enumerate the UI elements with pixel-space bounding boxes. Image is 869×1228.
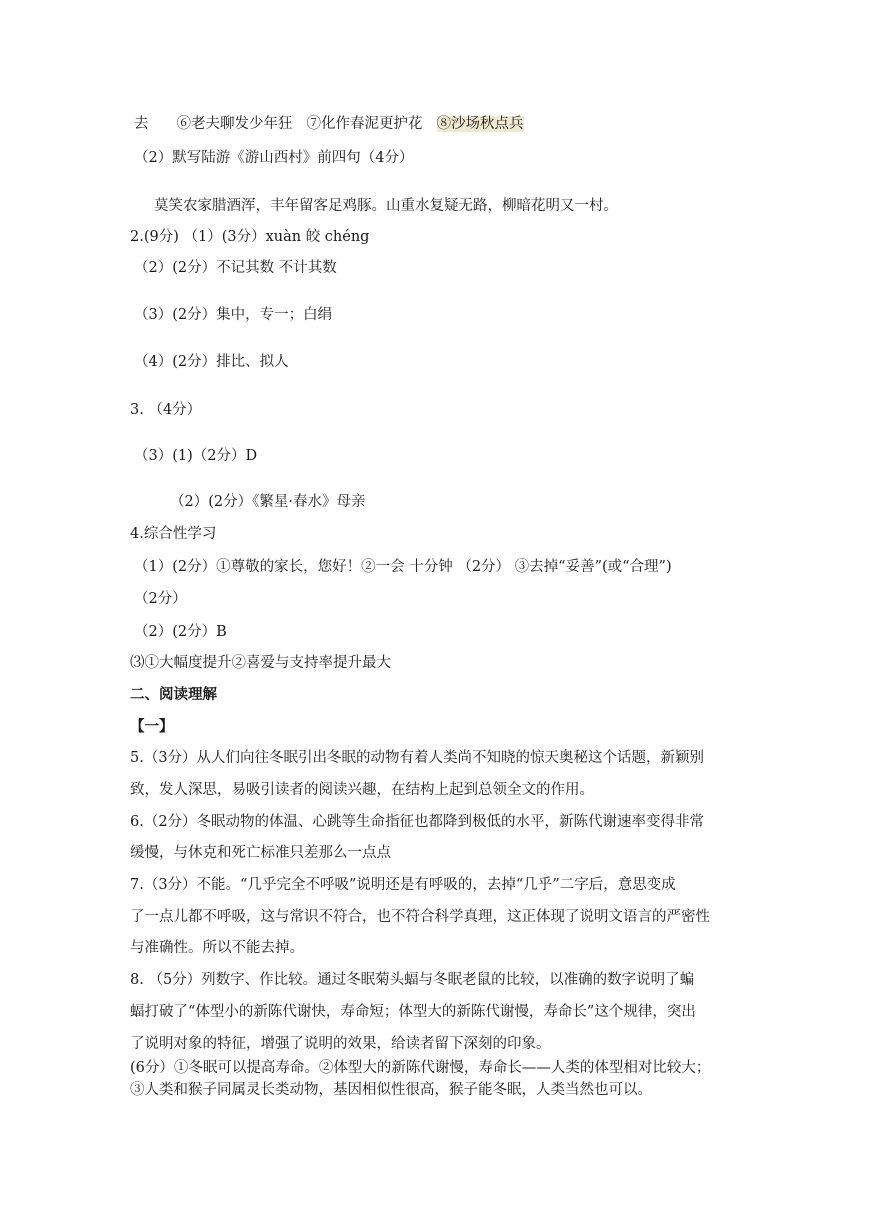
- answer-line: 蝠打破了“体型小的新陈代谢快，寿命短；体型大的新陈代谢慢，寿命长”这个规律，突出: [130, 1004, 696, 1020]
- answer-line: 与准确性。所以不能去掉。: [130, 940, 304, 956]
- answer-line: （2）默写陆游《游山西村》前四句（4分）: [134, 150, 414, 166]
- answer-line: （2）(2分）《繁星·春水》母亲: [170, 494, 366, 510]
- poem-answer-6: ⑥老夫聊发少年狂: [176, 116, 293, 132]
- answer-line: 2.(9分) （1）(3分）xuàn 皎 chéng: [130, 229, 370, 245]
- answer-line: （2分）: [134, 591, 187, 607]
- poem-answer-8-highlighted: ⑧沙场秋点兵: [436, 116, 524, 132]
- answer-line: ⑶①大幅度提升②喜爱与支持率提升最大: [130, 655, 391, 671]
- answer-line: 6.（2分）冬眠动物的体温、心跳等生命指征也都降到极低的水平，新陈代谢速率变得非常: [130, 814, 705, 830]
- line-fragment: 去: [134, 116, 149, 132]
- answer-line: 5.（3分）从人们向往冬眠引出冬眠的动物有着人类尚不知晓的惊天奥秘这个话题，新颖别: [130, 750, 705, 766]
- answer-line-poems: [134, 114, 524, 134]
- answer-line: 缓慢，与休克和死亡标准只差那么一点点: [130, 845, 391, 861]
- answer-line: 3. （4分）: [130, 402, 202, 418]
- subsection-heading: 【一】: [130, 718, 174, 735]
- answer-line: ③人类和猴子同属灵长类动物，基因相似性很高，猴子能冬眠，人类当然也可以。: [130, 1082, 652, 1098]
- answer-line: 8. （5分）列数字、作比较。通过冬眠菊头蝠与冬眠老鼠的比较，以准确的数字说明了蝙: [130, 972, 695, 988]
- answer-line: 致，发人深思，易吸引读者的阅读兴趣，在结构上起到总领全文的作用。: [130, 782, 594, 798]
- answer-line: （3）(2分）集中，专一；白绢: [134, 307, 333, 323]
- poem-answer-7: ⑦化作春泥更护花: [306, 116, 423, 132]
- answer-line: 了说明对象的特征，增强了说明的效果，给读者留下深刻的印象。: [130, 1036, 551, 1052]
- answer-line: （2）(2分）不记其数 不计其数: [134, 260, 337, 276]
- answer-line: (6分）①冬眠可以提高寿命。②体型大的新陈代谢慢，寿命长——人类的体型相对比较大；: [130, 1060, 711, 1076]
- section-heading: 二、阅读理解: [130, 686, 217, 703]
- answer-line: （1）(2分）①尊敬的家长，您好！②一会 十分钟 （2分） ③去掉“妥善”(或“合理”): [134, 559, 672, 575]
- answer-line: 莫笑农家腊酒浑，丰年留客足鸡豚。山重水复疑无路，柳暗花明又一村。: [154, 198, 618, 214]
- answer-line: （4）(2分）排比、拟人: [134, 354, 289, 370]
- answer-line: 了一点儿都不呼吸，这与常识不符合，也不符合科学真理，这正体现了说明文语言的严密性: [130, 909, 710, 925]
- answer-line: 7.（3分）不能。“几乎完全不呼吸”说明还是有呼吸的，去掉“几乎”二字后，意思变成: [130, 877, 676, 893]
- answer-line: 4.综合性学习: [130, 526, 217, 542]
- answer-line: （2）(2分）B: [134, 624, 227, 640]
- answer-line: （3）(1)（2分）D: [134, 448, 258, 464]
